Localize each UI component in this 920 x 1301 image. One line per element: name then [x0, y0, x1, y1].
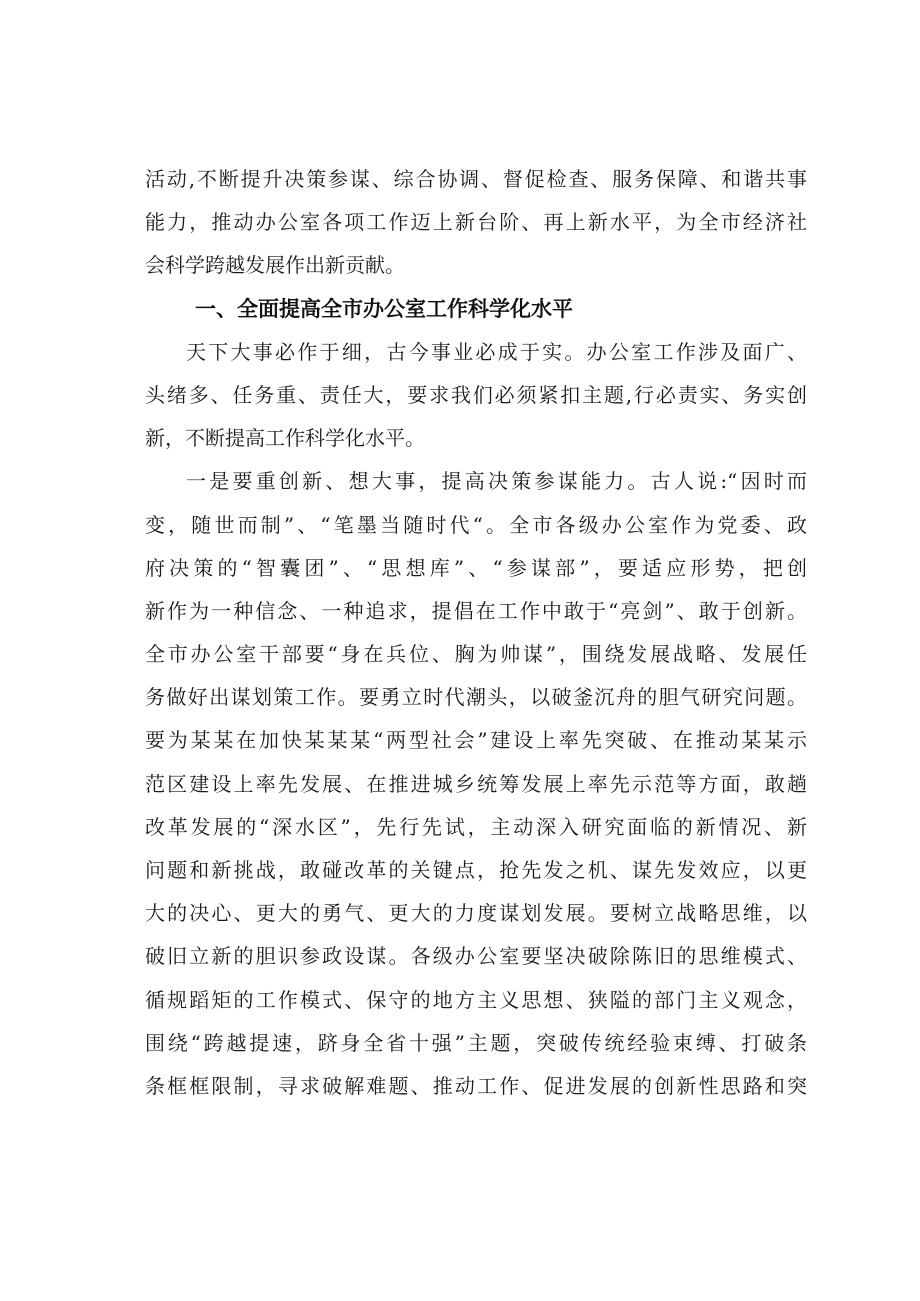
text-line: 范区建设上率先发展、在推进城乡统筹发展上率先示范等方面，敢趟: [145, 771, 807, 796]
text-line: 要为某某在加快某某某“两型社会”建设上率先突破、在推动某某示: [145, 728, 807, 753]
text-line: 变，随世而制”、“笔墨当随时代“。全市各级办公室作为党委、政: [145, 512, 807, 537]
text-line: 全市办公室干部要“身在兵位、胸为帅谋”，围绕发展战略、发展任: [145, 642, 807, 667]
text-line: 天下大事必作于细，古今事业必成于实。办公室工作涉及面广、: [186, 339, 807, 364]
text-line: 围绕“跨越提速，跻身全省十强”主题，突破传统经验束缚、打破条: [145, 1030, 807, 1055]
text-line: 府决策的“智囊团”、“思想库”、“参谋部”，要适应形势，把创: [145, 555, 807, 580]
text-line: 新作为一种信念、一种追求，提倡在工作中敢于“亮剑”、敢于创新。: [145, 598, 807, 623]
text-line: 能力，推动办公室各项工作迈上新台阶、再上新水平，为全市经济社: [145, 210, 807, 235]
text-line: 活动,不断提升决策参谋、综合协调、督促检查、服务保障、和谐共事: [145, 167, 807, 191]
text-line: 问题和新挑战，敢碰改革的关键点，抢先发之机、谋先发效应，以更: [145, 858, 807, 882]
document-body: [145, 158, 807, 1108]
text-line: 破旧立新的胆识参政设谋。各级办公室要坚决破除陈旧的思维模式、: [145, 944, 807, 969]
text-line: 新，不断提高工作科学化水平。: [145, 426, 425, 451]
text-line: 会科学跨越发展作出新贡献。: [145, 253, 405, 278]
intro-paragraph: [145, 158, 807, 288]
text-line: 大的决心、更大的勇气、更大的力度谋划发展。要树立战略思维，以: [145, 901, 807, 926]
text-line: 头绪多、任务重、责任大，要求我们必须紧扣主题,行必责实、务实创: [145, 382, 807, 407]
text-line: 循规蹈矩的工作模式、保守的地方主义思想、狭隘的部门主义观念，: [145, 987, 807, 1012]
text-line: 一是要重创新、想大事，提高决策参谋能力。古人说:“因时而: [186, 469, 807, 494]
section-heading: 一、全面提高全市办公室工作科学化水平: [195, 296, 573, 321]
text-line: 条框框限制，寻求破解难题、推动工作、促进发展的创新性思路和突: [145, 1073, 807, 1098]
text-line: 改革发展的“深水区”，先行先试，主动深入研究面临的新情况、新: [145, 814, 807, 839]
text-line: 务做好出谋划策工作。要勇立时代潮头，以破釜沉舟的胆气研究问题。: [145, 685, 807, 710]
paragraph-1: [145, 331, 807, 461]
paragraph-2: [145, 460, 807, 1108]
